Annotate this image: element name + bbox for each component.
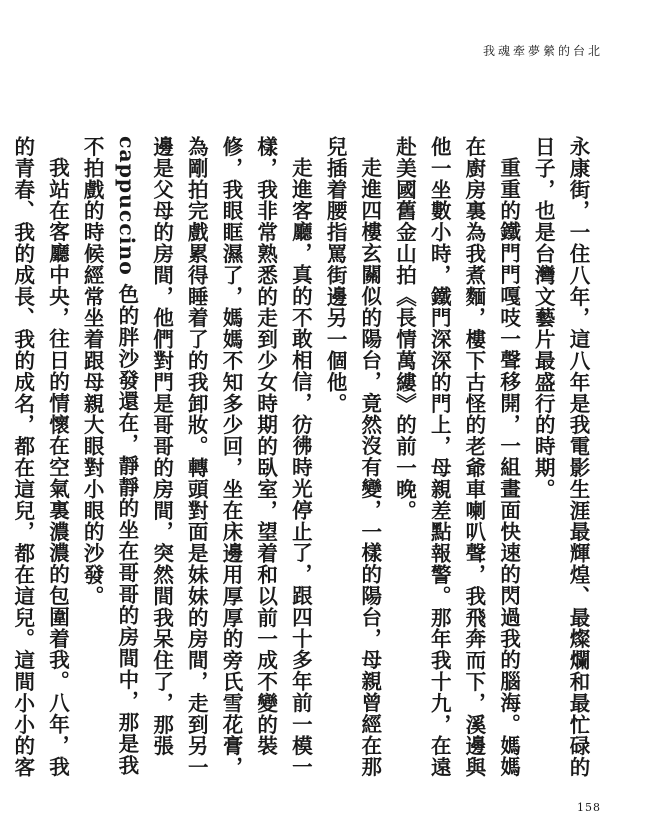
paragraph: 走進四樓玄關似的陽台，竟然沒有變，一樣的陽台，母親曾經在那兒插着腰指罵街邊另一個他。 (323, 136, 382, 778)
paragraph: 我站在客廳中央，往日的情懷在空氣裏濃濃的包圍着我。八年，我的青春、我的成長、我的成名，都在這兒，都在這兒。這間小小的客 (10, 136, 70, 778)
running-header: 我魂牽夢縈的台北 (482, 44, 603, 58)
page-number: 158 (577, 801, 601, 814)
body-text (10, 136, 595, 796)
paragraph: 走進客廳，真的不敢相信，彷彿時光停止了，跟四十多年前一模一樣，我非常熟悉的走到少女時期的臥室，望着和以前一成不變的裝修，我眼眶濕了，媽媽不知多少回，坐在床邊用厚厚的旁氏雪花膏，為剛拍完戲累得睡着了的我卸妝。轉頭對面是妹妹的房間，走到另一邊是父母的房間，他們對門是哥哥的房間，突然間我呆住了，那張 cappuccino 色的胖沙發還在，靜靜的坐在哥哥的房間中，那是我不拍戲的時候經常坐着跟母親大眼對小眼的沙發。 (80, 136, 313, 778)
paragraph: 重重的鐵門門嘎吱一聲移開，一組畫面快速的閃過我的腦海。媽媽在廚房裏為我煮麵，樓下古怪的老爺車喇叭聲，我飛奔而下，溪邊與他一坐數小時，鐵門深深的門上，母親差點報警。那年我十九，在遠赴美國舊金山拍《長情萬縷》的前一晚。 (392, 136, 521, 778)
paragraph: 永康街，一住八年，這八年是我電影生涯最輝煌、最燦爛和最忙碌的日子，也是台灣文藝片最盛行的時期。 (531, 136, 590, 778)
